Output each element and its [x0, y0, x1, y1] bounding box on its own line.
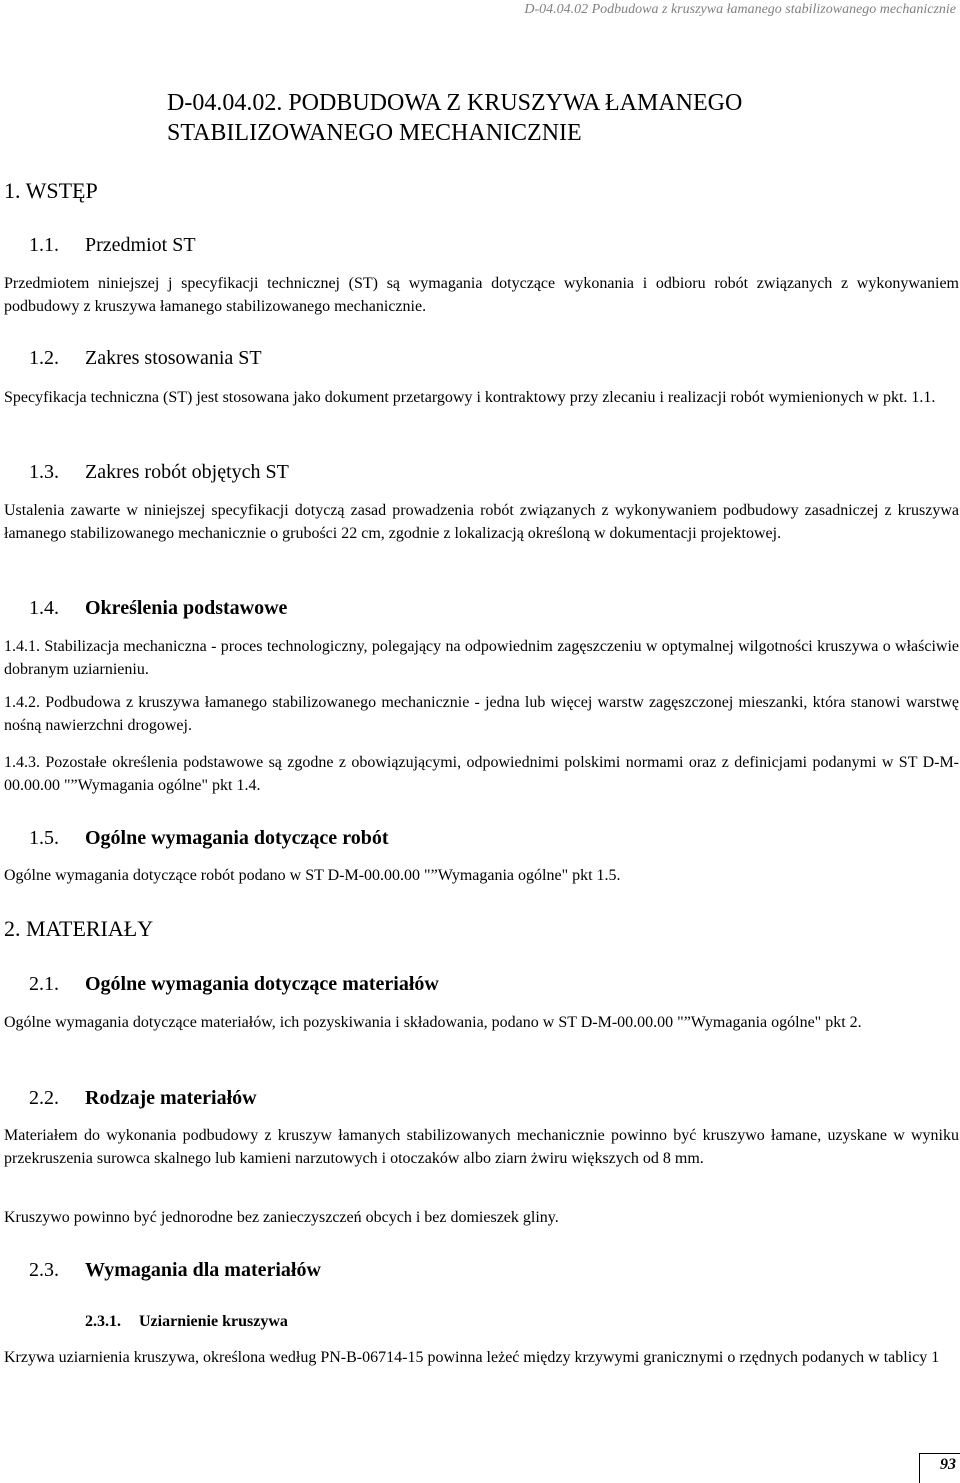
section-heading-1 [4, 178, 98, 204]
document-title-line1: D-04.04.02. PODBUDOWA Z KRUSZYWA ŁAMANEGO [167, 90, 743, 116]
section-heading-1-3 [29, 460, 289, 484]
paragraph-2-2-1: Materiałem do wykonania podbudowy z kruszyw łamanych stabilizowanych mechanicznie powinno być kruszywo łamane, uzyskane w wyniku przekruszenia surowca skalnego lub kamieni narzutowych i otoczaków albo ziarn żwiru większych od 8 mm. [4, 1127, 959, 1167]
document-title-line2: STABILIZOWANEGO MECHANICZNIE [167, 120, 582, 146]
paragraph-2-3-1: Krzywa uziarnienia kruszywa, określona według PN-B-06714-15 powinna leżeć między krzywymi granicznymi o rzędnych podanych w tablicy 1 [4, 1349, 940, 1366]
section-heading-2-3 [29, 1258, 321, 1282]
paragraph-2-2-2: Kruszywo powinno być jednorodne bez zanieczyszczeń obcych i bez domieszek gliny. [4, 1209, 559, 1226]
running-header: D-04.04.02 Podbudowa z kruszywa łamanego stabilizowanego mechanicznie [524, 2, 956, 17]
paragraph-1-2: Specyfikacja techniczna (ST) jest stosowana jako dokument przetargowy i kontraktowy przy zlecaniu i realizacji robót wymienionych w pkt. 1.1. [4, 389, 936, 406]
paragraph-1-1: Przedmiotem niniejszej j specyfikacji technicznej (ST) są wymagania dotyczące wykonania i odbioru robót związanych z wykonywaniem podbudowy z kruszywa łamanego stabilizowanego mechanicznie. [4, 275, 959, 315]
section-heading-2-1 [29, 972, 439, 996]
section-title: Ogólne wymagania dotyczące robót [85, 827, 389, 849]
section-number: 2.2. [29, 1087, 59, 1109]
section-number: 1.4. [29, 597, 59, 619]
paragraph-1-4-3: 1.4.3. Pozostałe określenia podstawowe są zgodne z obowiązującymi, odpowiednimi polskimi normami oraz z definicjami podanymi w ST D-M-00.00.00 "”Wymagania ogólne" pkt 1.4. [4, 754, 959, 794]
section-title: Zakres stosowania ST [85, 347, 262, 369]
section-title: WSTĘP [25, 178, 98, 203]
paragraph-1-4-1: 1.4.1. Stabilizacja mechaniczna - proces technologiczny, polegający na odpowiednim zagęszczeniu w optymalnej wilgotności kruszywa o właściwie dobranym uziarnieniu. [4, 638, 959, 678]
section-number: 1.5. [29, 827, 59, 849]
section-title: Zakres robót objętych ST [85, 461, 289, 483]
paragraph-1-3: Ustalenia zawarte w niniejszej specyfikacji dotyczą zasad prowadzenia robót związanych z wykonywaniem podbudowy zasadniczej z kruszywa łamanego stabilizowanego mechanicznie o grubości 22 cm, zgodnie z lokalizacją określoną w dokumentacji projektowej. [4, 502, 959, 542]
section-heading-1-1 [29, 233, 196, 257]
section-number: 1.1. [29, 234, 59, 256]
section-heading-2-3-1 [85, 1312, 288, 1332]
paragraph-2-1: Ogólne wymagania dotyczące materiałów, ich pozyskiwania i składowania, podano w ST D-M-00.00.00 "”Wymagania ogólne" pkt 2. [4, 1014, 862, 1031]
section-heading-1-5 [29, 826, 389, 850]
section-title: Ogólne wymagania dotyczące materiałów [85, 973, 439, 995]
section-number: 2.1. [29, 973, 59, 995]
section-number: 1. [4, 178, 21, 203]
section-heading-1-2 [29, 346, 262, 370]
section-title: Przedmiot ST [85, 234, 196, 256]
section-title: Wymagania dla materiałów [85, 1259, 321, 1281]
section-number: 1.2. [29, 347, 59, 369]
section-title: Uziarnienie kruszywa [139, 1313, 288, 1330]
section-heading-2-2 [29, 1086, 257, 1110]
page-number: 93 [940, 1456, 956, 1473]
section-number: 2.3. [29, 1259, 59, 1281]
section-number: 1.3. [29, 461, 59, 483]
section-title: Określenia podstawowe [85, 597, 288, 619]
section-heading-1-4 [29, 596, 287, 620]
section-number: 2.3.1. [85, 1313, 121, 1330]
paragraph-1-5: Ogólne wymagania dotyczące robót podano w ST D-M-00.00.00 "”Wymagania ogólne" pkt 1.5. [4, 867, 621, 884]
section-title: MATERIAŁY [26, 916, 154, 941]
section-title: Rodzaje materiałów [85, 1087, 257, 1109]
document-title [167, 88, 742, 148]
section-number: 2. [4, 916, 21, 941]
section-heading-2 [4, 916, 153, 942]
paragraph-1-4-2: 1.4.2. Podbudowa z kruszywa łamanego stabilizowanego mechanicznie - jedna lub więcej warstw zagęszczonej mieszanki, która stanowi warstwę nośną nawierzchni drogowej. [4, 694, 959, 734]
